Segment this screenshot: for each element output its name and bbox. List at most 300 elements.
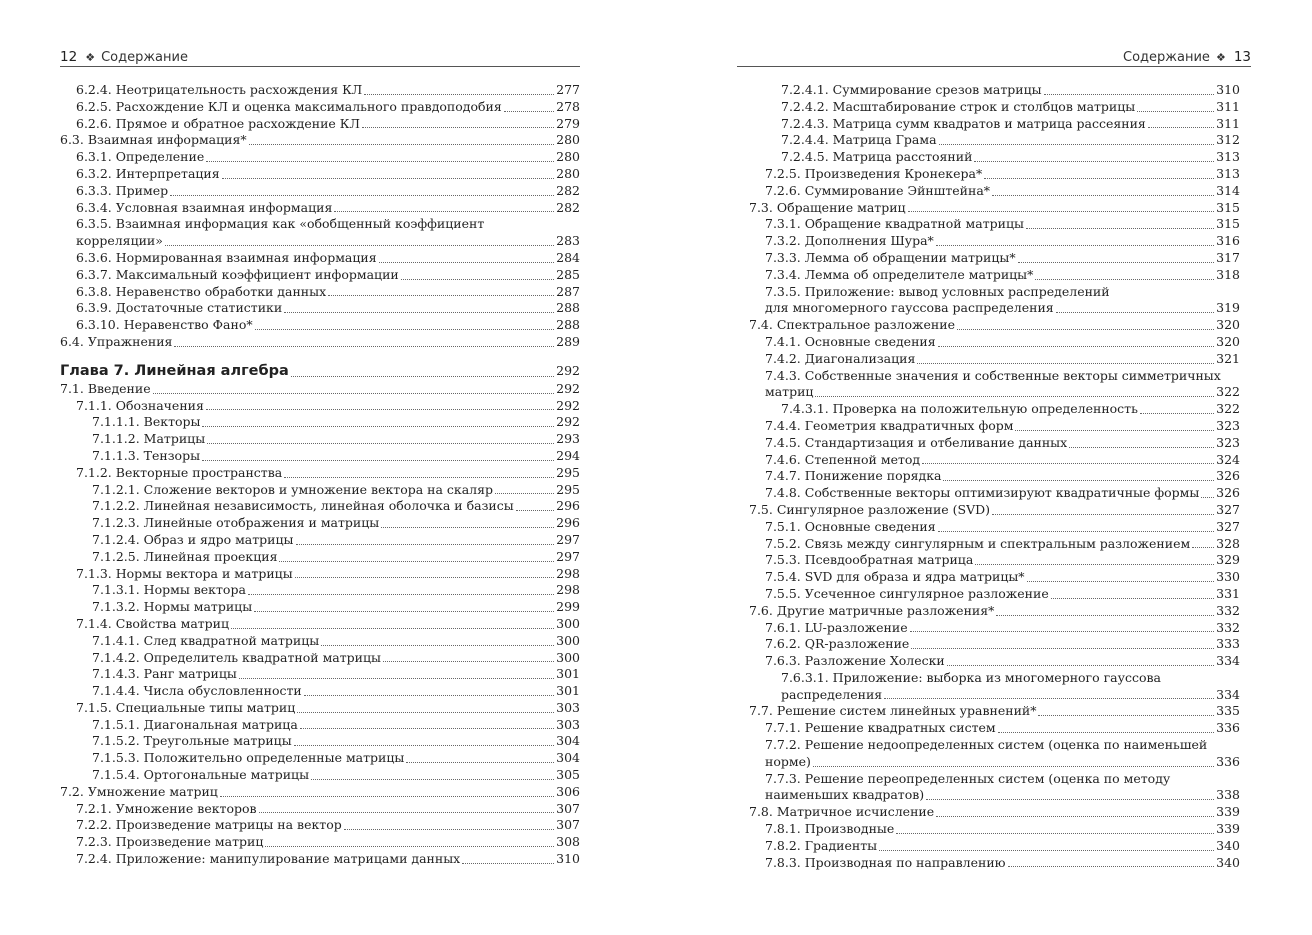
page-ref: 311 [1216, 115, 1240, 131]
page-ref: 307 [556, 817, 580, 833]
toc-entry[interactable] [60, 532, 580, 549]
page-ref: 332 [1216, 602, 1240, 618]
toc-entry-title: 7.4.1. Основные сведения [765, 333, 936, 349]
toc-entry-title: 7.2.1. Умножение векторов [76, 800, 257, 816]
right-page-number: 13 [1233, 49, 1251, 65]
toc-entry[interactable] [60, 650, 580, 667]
dot-leader [364, 94, 554, 95]
toc-entry[interactable] [749, 435, 1240, 452]
toc-entry[interactable] [60, 149, 580, 166]
page-ref: 313 [1216, 149, 1240, 165]
page-ref: 301 [556, 666, 580, 682]
dot-leader [328, 295, 554, 296]
page-ref: 303 [556, 699, 580, 715]
toc-entry[interactable] [749, 116, 1240, 133]
toc-entry[interactable] [60, 317, 580, 334]
toc-entry[interactable] [60, 616, 580, 633]
page-ref: 320 [1216, 333, 1240, 349]
toc-entry-title: 7.1.1.3. Тензоры [92, 447, 201, 463]
toc-entry-title: 6.3. Взаимная информация* [60, 132, 247, 148]
toc-entry[interactable] [60, 683, 580, 700]
dot-leader [202, 460, 554, 461]
toc-entry-title: 7.1.3.1. Нормы вектора [92, 582, 246, 598]
toc-entry-title: 6.3.9. Достаточные статистики [76, 300, 283, 316]
toc-entry-title: 7.1.5. Специальные типы матриц [76, 699, 296, 715]
right-toc [749, 82, 1240, 871]
page-ref: 292 [556, 414, 580, 430]
page-ref: 280 [556, 165, 580, 181]
toc-entry-title: 7.6.3.1. Приложение: выборка из многомерного гауссова [781, 669, 1161, 685]
toc-entry[interactable] [60, 414, 580, 431]
toc-entry[interactable] [60, 834, 580, 851]
dot-leader [1026, 228, 1214, 229]
toc-entry-title: 7.3.5. Приложение: вывод условных распределений [765, 283, 1110, 299]
toc-entry-title: 7.6.3. Разложение Холески [765, 653, 945, 669]
dot-leader [174, 346, 554, 347]
dot-leader [300, 728, 554, 729]
toc-entry[interactable] [60, 599, 580, 616]
toc-entry[interactable] [60, 82, 580, 99]
page-ref: 285 [556, 266, 580, 282]
page-ref: 318 [1216, 266, 1240, 282]
toc-entry[interactable] [60, 284, 580, 301]
toc-entry-title: 7.7.3. Решение переопределенных систем (оценка по методу [765, 770, 1171, 786]
dot-leader [239, 678, 554, 679]
toc-entry[interactable] [60, 431, 580, 448]
page-ref: 282 [556, 182, 580, 198]
page-ref: 333 [1216, 636, 1240, 652]
page-ref: 314 [1216, 182, 1240, 198]
right-page [656, 0, 1312, 935]
toc-entry-continuation [765, 754, 1240, 771]
toc-entry-title: 7.5. Сингулярное разложение (SVD) [749, 501, 991, 517]
toc-entry[interactable] [749, 267, 1240, 284]
page-ref: 300 [556, 632, 580, 648]
toc-entry-title: 6.3.1. Определение [76, 149, 205, 165]
toc-entry-title: 7.5.1. Основные сведения [765, 518, 936, 534]
dot-leader [992, 195, 1214, 196]
toc-entry-title: 7.6.1. LU-разложение [765, 619, 908, 635]
toc-entry-title: 7.2.5. Произведения Кронекера* [765, 165, 983, 181]
toc-entry-title: 7.4.3.1. Проверка на положительную определенность [781, 401, 1138, 417]
page-ref: 306 [556, 783, 580, 799]
toc-entry-title: 6.2.6. Прямое и обратное расхождение КЛ [76, 115, 360, 131]
page-ref: 304 [556, 750, 580, 766]
dot-leader [939, 144, 1214, 145]
dot-leader [295, 577, 554, 578]
toc-entry[interactable] [749, 351, 1240, 368]
toc-entry-title: 7.2.4.4. Матрица Грама [781, 132, 937, 148]
toc-entry-title: 7.1.3.2. Нормы матрицы [92, 599, 253, 615]
dot-leader [908, 211, 1214, 212]
page-ref: 279 [556, 115, 580, 131]
toc-entry[interactable] [749, 519, 1240, 536]
toc-entry[interactable] [60, 633, 580, 650]
toc-entry-title: 7.8.2. Градиенты [765, 837, 878, 853]
dot-leader [975, 564, 1214, 565]
toc-entry-title: 7.4.4. Геометрия квадратичных форм [765, 417, 1014, 433]
left-header-rule [60, 66, 580, 67]
toc-entry-title: 6.3.4. Условная взаимная информация [76, 199, 333, 215]
dot-leader [938, 531, 1214, 532]
toc-entry[interactable] [60, 784, 580, 801]
toc-entry-continuation [781, 687, 1240, 704]
toc-entry-title: 7.8.3. Производная по направлению [765, 854, 1006, 870]
dot-leader [284, 477, 554, 478]
dot-leader [153, 393, 554, 394]
dot-leader [926, 799, 1214, 800]
toc-entry-title: 7.3.1. Обращение квадратной матрицы [765, 216, 1024, 232]
toc-entry[interactable] [749, 452, 1240, 469]
page-ref: 335 [1216, 703, 1240, 719]
toc-entry-title: 7.1.4.3. Ранг матрицы [92, 666, 237, 682]
page-ref: 334 [1216, 686, 1240, 702]
dot-leader [1201, 497, 1214, 498]
dot-leader [206, 161, 554, 162]
dot-leader [296, 544, 555, 545]
dot-leader [279, 561, 554, 562]
toc-entry[interactable] [60, 700, 580, 717]
toc-entry-title: 7.1.5.3. Положительно определенные матрицы [92, 750, 405, 766]
page-ref: 317 [1216, 249, 1240, 265]
dot-leader [165, 245, 554, 246]
toc-entry[interactable] [749, 737, 1240, 771]
dot-leader [936, 816, 1214, 817]
toc-entry[interactable] [60, 334, 580, 351]
toc-entry[interactable] [60, 465, 580, 482]
toc-entry[interactable] [749, 586, 1240, 603]
toc-entry[interactable] [60, 398, 580, 415]
page-ref: 280 [556, 132, 580, 148]
toc-entry[interactable] [60, 250, 580, 267]
page-ref: 299 [556, 599, 580, 615]
page-ref: 305 [556, 767, 580, 783]
page-ref: 327 [1216, 518, 1240, 534]
dot-leader [936, 245, 1214, 246]
page-ref: 277 [556, 82, 580, 97]
toc-entry-title: 7.1.2.3. Линейные отображения и матрицы [92, 515, 380, 531]
page-ref: 339 [1216, 821, 1240, 837]
toc-entry[interactable] [60, 166, 580, 183]
ornament-icon: ❖ [1215, 50, 1226, 64]
toc-entry[interactable] [60, 482, 580, 499]
toc-entry-title: 7.1. Введение [60, 380, 151, 396]
toc-entry[interactable] [749, 603, 1240, 620]
page-ref: 300 [556, 615, 580, 631]
dot-leader [383, 661, 554, 662]
toc-entry[interactable] [60, 300, 580, 317]
page-ref: 323 [1216, 434, 1240, 450]
toc-entry[interactable] [749, 233, 1240, 250]
toc-entry[interactable] [60, 549, 580, 566]
page-ref: 322 [1216, 384, 1240, 400]
chapter-heading[interactable] [60, 361, 580, 381]
toc-entry-title: 7.4.2. Диагонализация [765, 350, 916, 366]
dot-leader [996, 615, 1214, 616]
toc-entry[interactable] [60, 498, 580, 515]
page-ref: 323 [1216, 417, 1240, 433]
page-ref: 298 [556, 582, 580, 598]
toc-entry[interactable] [749, 771, 1240, 805]
toc-entry[interactable] [60, 216, 580, 250]
dot-leader [381, 527, 554, 528]
left-header-title: Содержание [101, 49, 188, 65]
dot-leader [249, 144, 554, 145]
toc-entry-title: 7.2. Умножение матриц [60, 783, 218, 799]
toc-entry[interactable] [749, 82, 1240, 99]
dot-leader [943, 480, 1214, 481]
toc-entry[interactable] [60, 267, 580, 284]
page-ref: 287 [556, 283, 580, 299]
toc-entry-title: 6.3.5. Взаимная информация как «обобщенный коэффициент [76, 216, 485, 232]
toc-entry-title: 7.1.2.2. Линейная независимость, линейная оболочка и базисы [92, 498, 514, 514]
dot-leader [255, 329, 554, 330]
dot-leader [1018, 262, 1214, 263]
toc-entry[interactable] [749, 653, 1240, 670]
chapter-title: Глава 7. Линейная алгебра [60, 362, 289, 379]
left-running-head [60, 47, 580, 67]
toc-entry-continuation [76, 233, 580, 250]
toc-entry-title: 7.8. Матричное исчисление [749, 804, 935, 820]
toc-entry-title-cont: матриц [765, 384, 814, 400]
page-ref: 326 [1216, 485, 1240, 501]
page-ref: 332 [1216, 619, 1240, 635]
page-ref: 301 [556, 683, 580, 699]
toc-entry[interactable] [749, 317, 1240, 334]
dot-leader [259, 812, 554, 813]
toc-entry[interactable] [749, 250, 1240, 267]
toc-entry[interactable] [749, 821, 1240, 838]
toc-entry[interactable] [749, 401, 1240, 418]
page-ref: 327 [1216, 501, 1240, 517]
right-running-head [737, 47, 1251, 67]
page-ref: 303 [556, 716, 580, 732]
toc-entry[interactable] [749, 418, 1240, 435]
dot-leader [922, 463, 1214, 464]
toc-entry[interactable] [60, 801, 580, 818]
dot-leader [362, 127, 554, 128]
page-ref: 326 [1216, 468, 1240, 484]
toc-entry-title: 7.7.2. Решение недоопределенных систем (оценка по наименьшей [765, 737, 1208, 753]
toc-entry[interactable] [60, 851, 580, 868]
dot-leader [294, 745, 554, 746]
toc-entry-title: 6.3.8. Неравенство обработки данных [76, 283, 327, 299]
dot-leader [938, 346, 1214, 347]
dot-leader [248, 594, 554, 595]
page-ref: 319 [1216, 300, 1240, 316]
page-ref: 297 [556, 548, 580, 564]
toc-entry[interactable] [60, 99, 580, 116]
toc-entry-title: 7.1.5.2. Треугольные матрицы [92, 733, 292, 749]
dot-leader [1044, 94, 1214, 95]
toc-entry[interactable] [749, 485, 1240, 502]
page-ref: 289 [556, 333, 580, 349]
toc-entry-title: 7.2.4. Приложение: манипулирование матрицами данных [76, 851, 461, 867]
toc-entry[interactable] [749, 334, 1240, 351]
toc-entry[interactable] [60, 582, 580, 599]
toc-entry[interactable] [749, 670, 1240, 704]
toc-entry[interactable] [749, 284, 1240, 318]
toc-entry[interactable] [60, 448, 580, 465]
page-ref: 294 [556, 447, 580, 463]
dot-leader [202, 426, 554, 427]
dot-leader [284, 312, 554, 313]
page-ref: 334 [1216, 653, 1240, 669]
page-ref: 313 [1216, 165, 1240, 181]
page-ref: 316 [1216, 233, 1240, 249]
toc-entry-title: 7.3.2. Дополнения Шура* [765, 233, 934, 249]
dot-leader [957, 329, 1214, 330]
toc-entry[interactable] [749, 720, 1240, 737]
page-ref: 284 [556, 249, 580, 265]
dot-leader [265, 846, 554, 847]
dot-leader [504, 111, 554, 112]
page-ref: 295 [556, 464, 580, 480]
toc-entry-title: 7.3.4. Лемма об определителе матрицы* [765, 266, 1034, 282]
page-ref: 340 [1216, 854, 1240, 870]
dot-leader [998, 732, 1214, 733]
toc-entry[interactable] [749, 132, 1240, 149]
toc-entry[interactable] [749, 166, 1240, 183]
toc-entry-title: 7.3.3. Лемма об обращении матрицы* [765, 249, 1016, 265]
toc-entry-title: 6.2.4. Неотрицательность расхождения КЛ [76, 82, 363, 97]
right-header-title: Содержание [1123, 49, 1210, 65]
toc-entry[interactable] [749, 838, 1240, 855]
toc-entry-continuation [765, 300, 1240, 317]
page-ref: 296 [556, 515, 580, 531]
toc-entry[interactable] [60, 116, 580, 133]
dot-leader [1137, 111, 1214, 112]
toc-entry[interactable] [749, 636, 1240, 653]
toc-entry[interactable] [60, 767, 580, 784]
dot-leader [815, 396, 1214, 397]
dot-leader [992, 514, 1214, 515]
toc-entry[interactable] [60, 183, 580, 200]
toc-entry[interactable] [749, 804, 1240, 821]
toc-entry-title-cont: для многомерного гауссова распределения [765, 300, 1054, 316]
dot-leader [254, 611, 554, 612]
page-ref: 338 [1216, 787, 1240, 803]
page-ref: 312 [1216, 132, 1240, 148]
toc-entry[interactable] [749, 502, 1240, 519]
dot-leader [220, 796, 554, 797]
toc-entry[interactable] [60, 132, 580, 149]
page-ref: 298 [556, 565, 580, 581]
dot-leader [231, 628, 554, 629]
page-ref: 329 [1216, 552, 1240, 568]
page-ref: 330 [1216, 569, 1240, 585]
page-ref: 328 [1216, 535, 1240, 551]
dot-leader [1056, 312, 1214, 313]
toc-entry[interactable] [749, 216, 1240, 233]
toc-entry-title: 7.5.2. Связь между сингулярным и спектральным разложением [765, 535, 1191, 551]
toc-entry-title: 6.3.2. Интерпретация [76, 165, 220, 181]
toc-entry-title: 7.1.3. Нормы вектора и матрицы [76, 565, 293, 581]
toc-entry[interactable] [60, 200, 580, 217]
toc-entry[interactable] [749, 536, 1240, 553]
toc-entry-title-cont: норме) [765, 753, 811, 769]
dot-leader [984, 178, 1214, 179]
dot-leader [206, 409, 554, 410]
left-toc [60, 82, 580, 868]
toc-entry-title: 7.1.4.1. След квадратной матрицы [92, 632, 320, 648]
toc-entry-title: 7.1.5.4. Ортогональные матрицы [92, 767, 310, 783]
toc-entry[interactable] [749, 99, 1240, 116]
toc-entry-title: 7.5.3. Псевдообратная матрица [765, 552, 974, 568]
toc-entry-title: 6.3.3. Пример [76, 182, 169, 198]
page-ref: 331 [1216, 585, 1240, 601]
toc-entry[interactable] [60, 750, 580, 767]
page-ref: 292 [556, 397, 580, 413]
toc-entry-title: 7.1.1.2. Матрицы [92, 431, 206, 447]
dot-leader [222, 178, 554, 179]
toc-entry-title: 6.4. Упражнения [60, 333, 173, 349]
toc-entry-title: 7.1.1. Обозначения [76, 397, 204, 413]
toc-entry[interactable] [60, 717, 580, 734]
dot-leader [291, 376, 554, 377]
ornament-icon: ❖ [85, 50, 96, 64]
page-ref: 324 [1216, 451, 1240, 467]
toc-entry[interactable] [749, 620, 1240, 637]
toc-entry-title: 7.5.4. SVD для образа и ядра матрицы* [765, 569, 1025, 585]
dot-leader [207, 443, 554, 444]
toc-entry-title: 7.4.3. Собственные значения и собственные векторы симметричных [765, 367, 1221, 383]
toc-entry[interactable] [749, 149, 1240, 166]
dot-leader [1008, 866, 1214, 867]
dot-leader [974, 161, 1214, 162]
page-ref: 336 [1216, 753, 1240, 769]
page-ref: 336 [1216, 720, 1240, 736]
toc-entry[interactable] [749, 569, 1240, 586]
toc-entry[interactable] [749, 703, 1240, 720]
toc-entry-title: 7.1.2. Векторные пространства [76, 464, 283, 480]
toc-entry[interactable] [749, 183, 1240, 200]
dot-leader [311, 779, 554, 780]
toc-entry[interactable] [60, 566, 580, 583]
page-ref: 292 [556, 380, 580, 396]
dot-leader [304, 695, 554, 696]
dot-leader [379, 262, 554, 263]
toc-entry[interactable] [60, 381, 580, 398]
toc-entry-title-cont: наименьших квадратов) [765, 787, 925, 803]
toc-entry-title: 6.3.6. Нормированная взаимная информация [76, 249, 377, 265]
toc-entry[interactable] [749, 552, 1240, 569]
toc-entry-title: 7.1.2.1. Сложение векторов и умножение вектора на скаляр [92, 481, 494, 497]
page-ref: 288 [556, 300, 580, 316]
toc-entry-title: 6.3.10. Неравенство Фано* [76, 317, 253, 333]
toc-entry-title: 7.1.4.4. Числа обусловленности [92, 683, 302, 699]
page-ref: 292 [556, 362, 580, 378]
toc-entry[interactable] [60, 515, 580, 532]
dot-leader [462, 863, 554, 864]
dot-leader [516, 510, 554, 511]
page-ref: 307 [556, 800, 580, 816]
toc-entry-title: 7.1.4. Свойства матриц [76, 615, 230, 631]
page-ref: 293 [556, 431, 580, 447]
page-ref: 296 [556, 498, 580, 514]
toc-entry[interactable] [749, 855, 1240, 872]
toc-entry[interactable] [749, 200, 1240, 217]
toc-entry[interactable] [60, 666, 580, 683]
toc-entry-title: 7.1.1.1. Векторы [92, 414, 201, 430]
page-ref: 283 [556, 233, 580, 249]
toc-entry-title: 7.1.4.2. Определитель квадратной матрицы [92, 649, 381, 665]
right-header-rule [737, 66, 1251, 67]
toc-entry[interactable] [749, 468, 1240, 485]
toc-entry[interactable] [749, 368, 1240, 402]
toc-entry[interactable] [60, 817, 580, 834]
toc-entry[interactable] [60, 733, 580, 750]
